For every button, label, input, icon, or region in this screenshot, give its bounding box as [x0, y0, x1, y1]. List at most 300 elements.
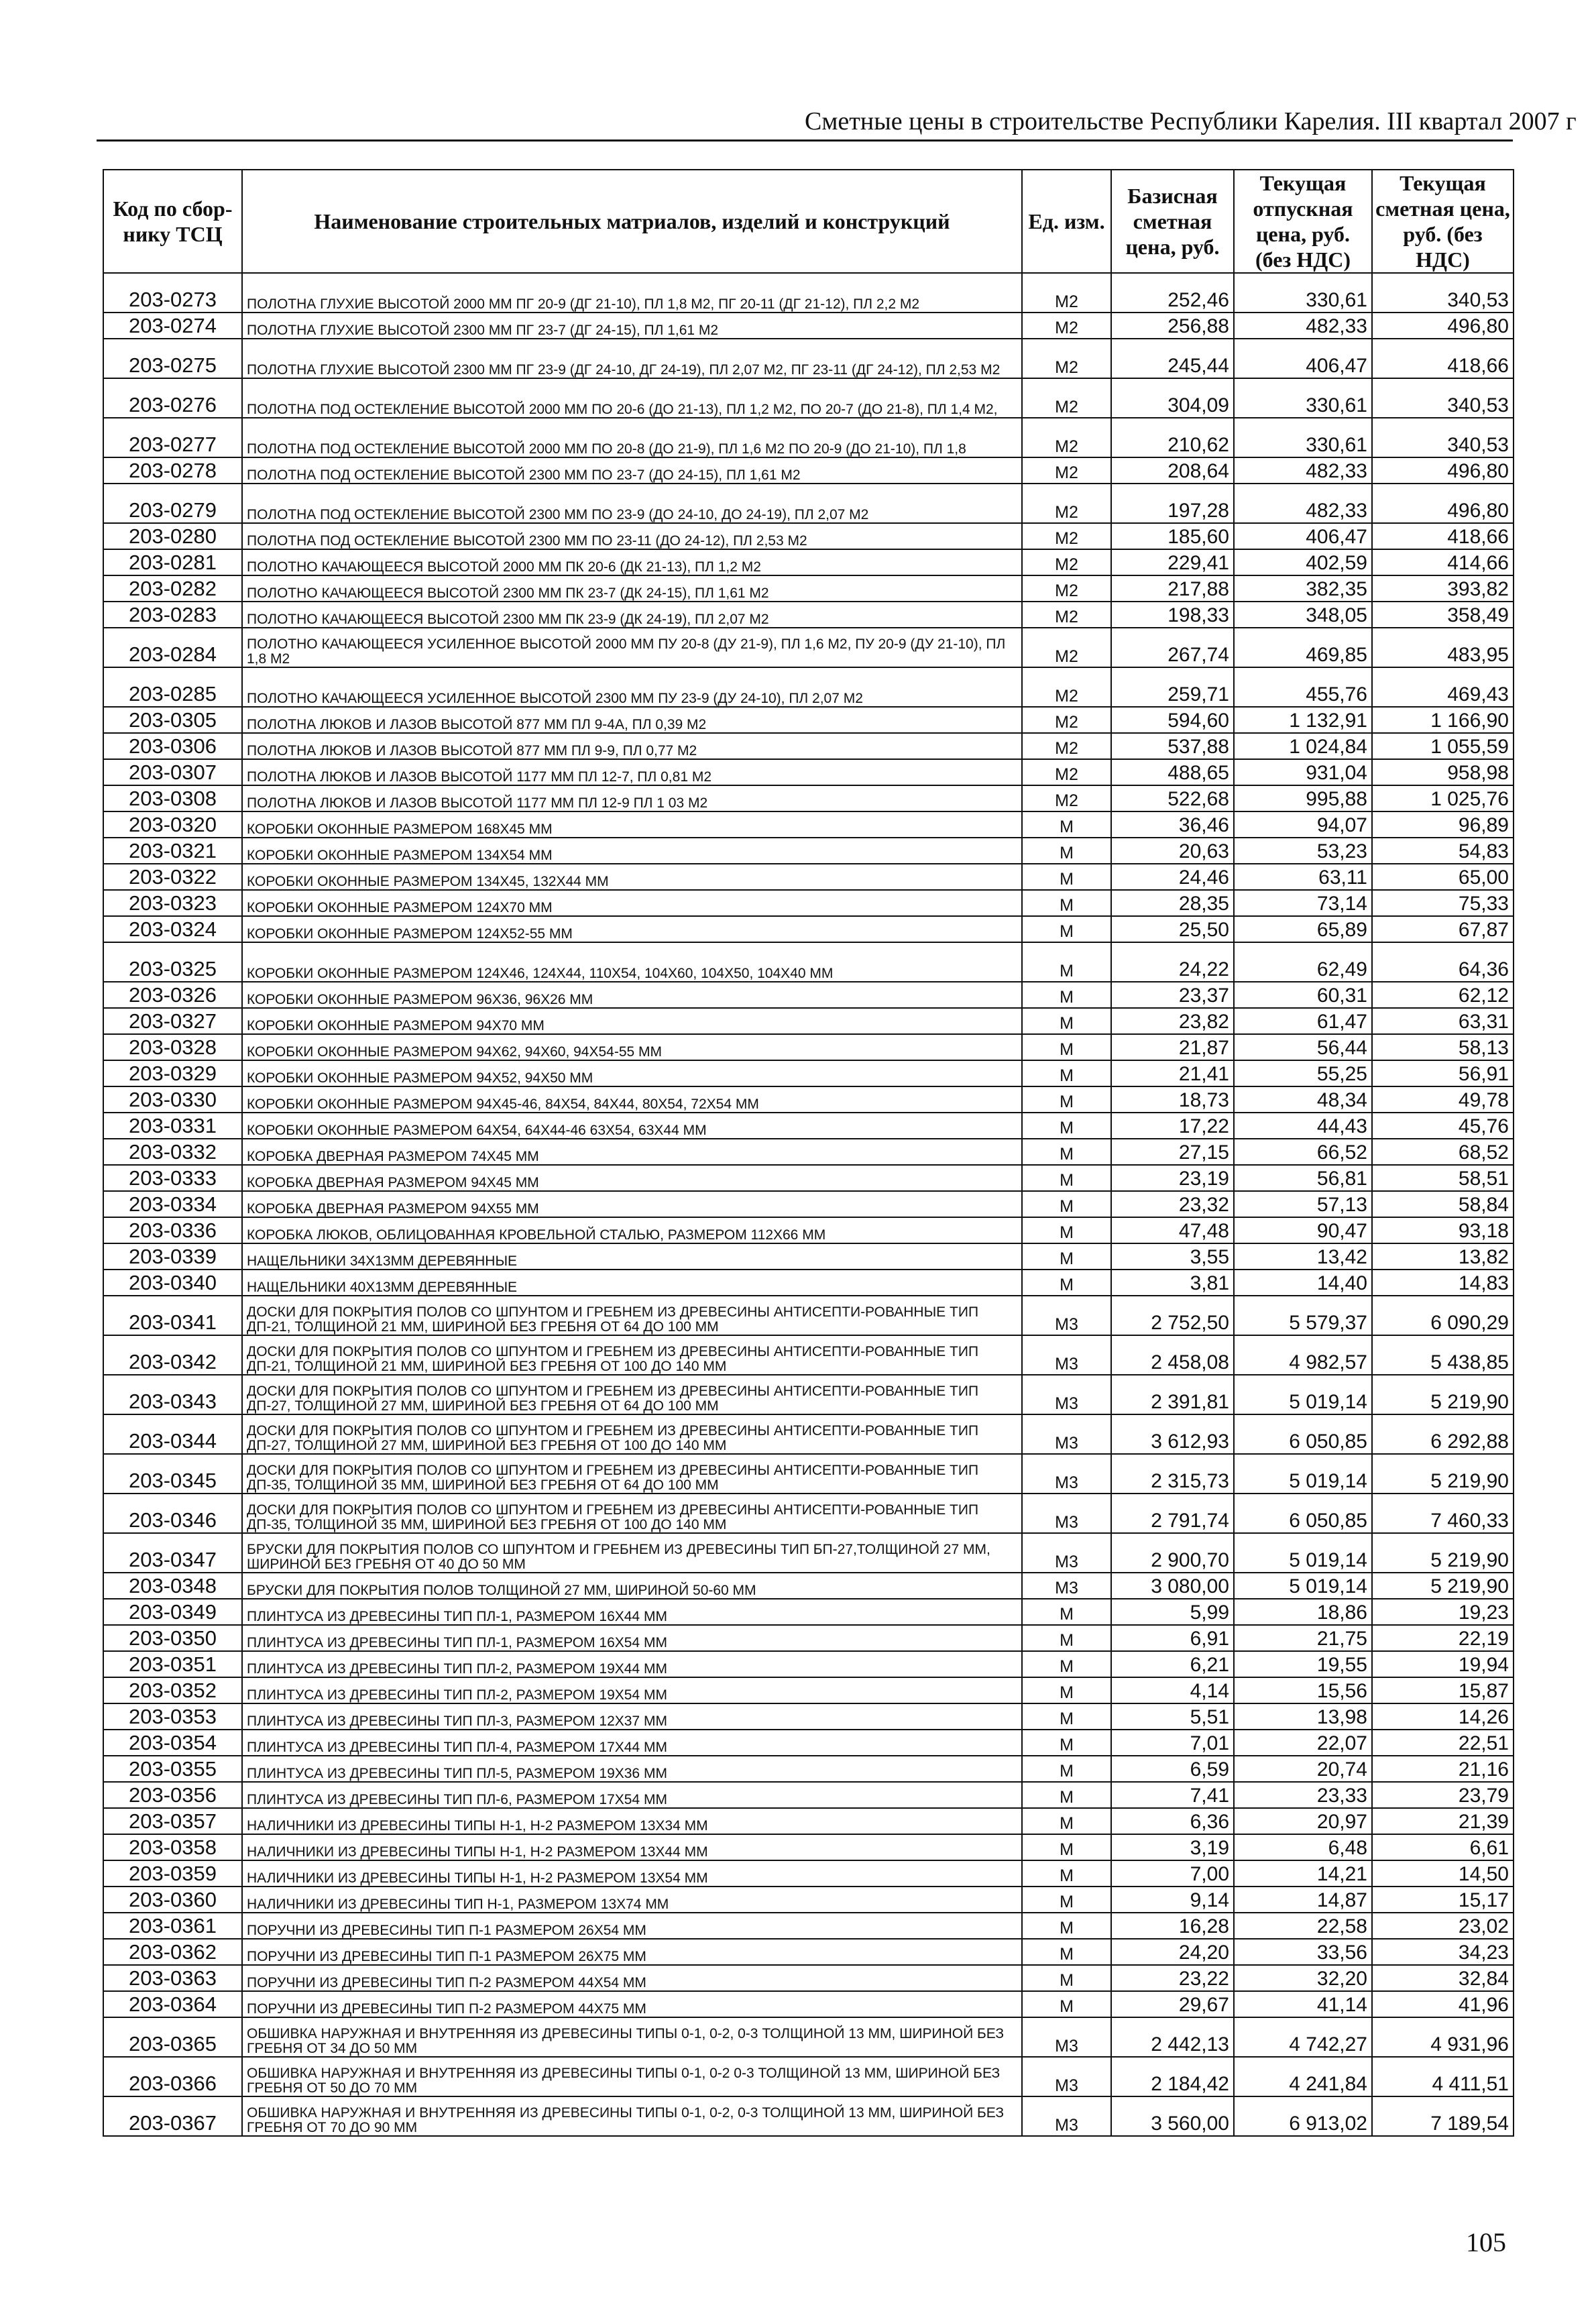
row-unit: М — [1022, 1808, 1111, 1834]
row-name: КОРОБКИ ОКОННЫЕ РАЗМЕРОМ 96Х36, 96Х26 ММ — [242, 982, 1022, 1008]
table-body — [103, 273, 1514, 2136]
row-estimate-price: 5 219,90 — [1372, 1573, 1514, 1599]
row-unit: М2 — [1022, 418, 1111, 457]
row-code: 203-0356 — [103, 1782, 242, 1808]
row-unit: М — [1022, 1730, 1111, 1756]
row-base-price: 488,65 — [1111, 759, 1234, 785]
row-code: 203-0360 — [103, 1887, 242, 1913]
row-base-price: 2 900,70 — [1111, 1533, 1234, 1573]
row-code: 203-0344 — [103, 1414, 242, 1454]
row-code: 203-0364 — [103, 1991, 242, 2017]
row-unit: М — [1022, 1860, 1111, 1887]
row-base-price: 7,00 — [1111, 1860, 1234, 1887]
row-code: 203-0326 — [103, 982, 242, 1008]
row-code: 203-0322 — [103, 864, 242, 890]
row-retail-price: 57,13 — [1234, 1191, 1372, 1217]
row-estimate-price: 58,51 — [1372, 1165, 1514, 1191]
row-unit: М3 — [1022, 2057, 1111, 2096]
row-code: 203-0324 — [103, 916, 242, 942]
row-estimate-price: 5 219,90 — [1372, 1533, 1514, 1573]
row-retail-price: 348,05 — [1234, 602, 1372, 628]
row-retail-price: 1 132,91 — [1234, 707, 1372, 733]
row-retail-price: 1 024,84 — [1234, 733, 1372, 759]
row-name: ПОЛОТНА ПОД ОСТЕКЛЕНИЕ ВЫСОТОЙ 2000 ММ ПО 20-6 (ДО 21-13), ПЛ 1,2 М2, ПО 20-7 (ДО 21-8), ПЛ 1,4 М2, — [242, 378, 1022, 418]
row-estimate-price: 496,80 — [1372, 313, 1514, 339]
row-retail-price: 66,52 — [1234, 1139, 1372, 1165]
row-name: ДОСКИ ДЛЯ ПОКРЫТИЯ ПОЛОВ СО ШПУНТОМ И ГРЕБНЕМ ИЗ ДРЕВЕСИНЫ АНТИСЕПТИ-РОВАННЫЕ ТИП ДП-35, ТОЛЩИНОЙ 35 ММ, ШИРИНОЙ БЕЗ ГРЕБНЯ ОТ 64 ДО 100 ММ — [242, 1454, 1022, 1494]
row-unit: М — [1022, 1965, 1111, 1991]
row-retail-price: 5 019,14 — [1234, 1454, 1372, 1494]
table-row — [103, 523, 1514, 549]
row-base-price: 3,19 — [1111, 1834, 1234, 1860]
row-base-price: 252,46 — [1111, 273, 1234, 313]
row-base-price: 6,91 — [1111, 1625, 1234, 1651]
table-row — [103, 628, 1514, 667]
row-name: ПОЛОТНО КАЧАЮЩЕЕСЯ ВЫСОТОЙ 2000 ММ ПК 20-6 (ДК 21-13), ПЛ 1,2 М2 — [242, 549, 1022, 575]
row-unit: М2 — [1022, 273, 1111, 313]
table-row — [103, 1034, 1514, 1060]
table-row — [103, 1991, 1514, 2017]
row-retail-price: 23,33 — [1234, 1782, 1372, 1808]
row-code: 203-0353 — [103, 1703, 242, 1730]
row-unit: М — [1022, 890, 1111, 916]
row-code: 203-0358 — [103, 1834, 242, 1860]
row-name: КОРОБКИ ОКОННЫЕ РАЗМЕРОМ 64Х54, 64Х44-46 63Х54, 63Х44 ММ — [242, 1113, 1022, 1139]
row-unit: М3 — [1022, 2017, 1111, 2057]
row-name: КОРОБКИ ОКОННЫЕ РАЗМЕРОМ 124Х70 ММ — [242, 890, 1022, 916]
row-base-price: 24,46 — [1111, 864, 1234, 890]
row-name: НАЩЕЛЬНИКИ 34Х13ММ ДЕРЕВЯННЫЕ — [242, 1243, 1022, 1270]
row-unit: М2 — [1022, 628, 1111, 667]
row-retail-price: 469,85 — [1234, 628, 1372, 667]
row-base-price: 259,71 — [1111, 667, 1234, 707]
row-name: КОРОБКА ЛЮКОВ, ОБЛИЦОВАННАЯ КРОВЕЛЬНОЙ СТАЛЬЮ, РАЗМЕРОМ 112Х66 ММ — [242, 1217, 1022, 1243]
row-code: 203-0278 — [103, 457, 242, 484]
row-unit: М2 — [1022, 339, 1111, 378]
table-row — [103, 1939, 1514, 1965]
row-retail-price: 55,25 — [1234, 1060, 1372, 1086]
table-row — [103, 1965, 1514, 1991]
table-row — [103, 1730, 1514, 1756]
row-name: КОРОБКА ДВЕРНАЯ РАЗМЕРОМ 94Х45 ММ — [242, 1165, 1022, 1191]
row-retail-price: 931,04 — [1234, 759, 1372, 785]
row-base-price: 23,32 — [1111, 1191, 1234, 1217]
row-code: 203-0273 — [103, 273, 242, 313]
column-header-retail-price: Текущая отпускная цена, руб. (без НДС) — [1234, 170, 1372, 273]
row-estimate-price: 15,17 — [1372, 1887, 1514, 1913]
row-retail-price: 382,35 — [1234, 575, 1372, 602]
row-estimate-price: 358,49 — [1372, 602, 1514, 628]
row-base-price: 7,41 — [1111, 1782, 1234, 1808]
row-code: 203-0347 — [103, 1533, 242, 1573]
row-code: 203-0308 — [103, 785, 242, 811]
row-base-price: 20,63 — [1111, 838, 1234, 864]
row-base-price: 47,48 — [1111, 1217, 1234, 1243]
table-row — [103, 418, 1514, 457]
row-retail-price: 5 019,14 — [1234, 1533, 1372, 1573]
row-name: ПЛИНТУСА ИЗ ДРЕВЕСИНЫ ТИП ПЛ-2, РАЗМЕРОМ 19Х54 ММ — [242, 1677, 1022, 1703]
row-unit: М — [1022, 864, 1111, 890]
row-code: 203-0321 — [103, 838, 242, 864]
row-name: ПОЛОТНА ГЛУХИЕ ВЫСОТОЙ 2300 ММ ПГ 23-7 (ДГ 24-15), ПЛ 1,61 М2 — [242, 313, 1022, 339]
column-header-code: Код по сбор-нику ТСЦ — [103, 170, 242, 273]
row-retail-price: 6,48 — [1234, 1834, 1372, 1860]
table-row — [103, 2017, 1514, 2057]
table-row — [103, 2096, 1514, 2136]
row-retail-price: 62,49 — [1234, 942, 1372, 982]
row-retail-price: 6 050,85 — [1234, 1414, 1372, 1454]
row-estimate-price: 19,23 — [1372, 1599, 1514, 1625]
row-code: 203-0320 — [103, 811, 242, 838]
row-retail-price: 5 579,37 — [1234, 1296, 1372, 1335]
row-unit: М — [1022, 1243, 1111, 1270]
table-row — [103, 1756, 1514, 1782]
row-name: ПОЛОТНА ЛЮКОВ И ЛАЗОВ ВЫСОТОЙ 1177 ММ ПЛ 12-7, ПЛ 0,81 М2 — [242, 759, 1022, 785]
row-estimate-price: 1 055,59 — [1372, 733, 1514, 759]
row-estimate-price: 58,84 — [1372, 1191, 1514, 1217]
row-unit: М2 — [1022, 549, 1111, 575]
table-row — [103, 1008, 1514, 1034]
row-estimate-price: 34,23 — [1372, 1939, 1514, 1965]
row-unit: М — [1022, 1625, 1111, 1651]
row-base-price: 256,88 — [1111, 313, 1234, 339]
table-row — [103, 1677, 1514, 1703]
table-row — [103, 982, 1514, 1008]
row-retail-price: 19,55 — [1234, 1651, 1372, 1677]
row-retail-price: 53,23 — [1234, 838, 1372, 864]
row-code: 203-0340 — [103, 1270, 242, 1296]
row-estimate-price: 58,13 — [1372, 1034, 1514, 1060]
row-unit: М2 — [1022, 707, 1111, 733]
row-name: НАЛИЧНИКИ ИЗ ДРЕВЕСИНЫ ТИПЫ Н-1, Н-2 РАЗМЕРОМ 13Х44 ММ — [242, 1834, 1022, 1860]
row-estimate-price: 14,50 — [1372, 1860, 1514, 1887]
table-row — [103, 1375, 1514, 1414]
row-code: 203-0277 — [103, 418, 242, 457]
row-retail-price: 18,86 — [1234, 1599, 1372, 1625]
row-code: 203-0365 — [103, 2017, 242, 2057]
row-unit: М3 — [1022, 1335, 1111, 1375]
row-estimate-price: 1 025,76 — [1372, 785, 1514, 811]
row-unit: М2 — [1022, 785, 1111, 811]
row-unit: М — [1022, 1599, 1111, 1625]
row-unit: М — [1022, 982, 1111, 1008]
row-base-price: 23,37 — [1111, 982, 1234, 1008]
row-retail-price: 406,47 — [1234, 339, 1372, 378]
row-unit: М — [1022, 838, 1111, 864]
row-base-price: 6,59 — [1111, 1756, 1234, 1782]
row-retail-price: 14,21 — [1234, 1860, 1372, 1887]
table-row — [103, 1808, 1514, 1834]
row-name: ДОСКИ ДЛЯ ПОКРЫТИЯ ПОЛОВ СО ШПУНТОМ И ГРЕБНЕМ ИЗ ДРЕВЕСИНЫ АНТИСЕПТИ-РОВАННЫЕ ТИП ДП-21, ТОЛЩИНОЙ 21 ММ, ШИРИНОЙ БЕЗ ГРЕБНЯ ОТ 100 ДО 140 ММ — [242, 1335, 1022, 1375]
row-retail-price: 65,89 — [1234, 916, 1372, 942]
row-name: КОРОБКИ ОКОННЫЕ РАЗМЕРОМ 124Х52-55 ММ — [242, 916, 1022, 942]
row-code: 203-0342 — [103, 1335, 242, 1375]
row-estimate-price: 469,43 — [1372, 667, 1514, 707]
row-unit: М — [1022, 1165, 1111, 1191]
row-code: 203-0346 — [103, 1494, 242, 1533]
row-base-price: 23,22 — [1111, 1965, 1234, 1991]
row-code: 203-0348 — [103, 1573, 242, 1599]
row-name: НАЛИЧНИКИ ИЗ ДРЕВЕСИНЫ ТИПЫ Н-1, Н-2 РАЗМЕРОМ 13Х54 ММ — [242, 1860, 1022, 1887]
row-code: 203-0332 — [103, 1139, 242, 1165]
row-base-price: 2 184,42 — [1111, 2057, 1234, 2096]
row-base-price: 29,67 — [1111, 1991, 1234, 2017]
row-code: 203-0357 — [103, 1808, 242, 1834]
row-estimate-price: 7 460,33 — [1372, 1494, 1514, 1533]
row-estimate-price: 62,12 — [1372, 982, 1514, 1008]
table-row — [103, 1113, 1514, 1139]
row-estimate-price: 1 166,90 — [1372, 707, 1514, 733]
table-row — [103, 1887, 1514, 1913]
table-row — [103, 1191, 1514, 1217]
row-retail-price: 995,88 — [1234, 785, 1372, 811]
table-row — [103, 1834, 1514, 1860]
row-unit: М — [1022, 1834, 1111, 1860]
row-retail-price: 5 019,14 — [1234, 1573, 1372, 1599]
row-base-price: 17,22 — [1111, 1113, 1234, 1139]
row-name: ПОЛОТНО КАЧАЮЩЕЕСЯ ВЫСОТОЙ 2300 ММ ПК 23-7 (ДК 24-15), ПЛ 1,61 М2 — [242, 575, 1022, 602]
row-code: 203-0285 — [103, 667, 242, 707]
row-code: 203-0330 — [103, 1086, 242, 1113]
row-estimate-price: 23,79 — [1372, 1782, 1514, 1808]
row-name: ОБШИВКА НАРУЖНАЯ И ВНУТРЕННЯЯ ИЗ ДРЕВЕСИНЫ ТИПЫ 0-1, 0-2, 0-3 ТОЛЩИНОЙ 13 ММ, ШИРИНОЙ БЕЗ ГРЕБНЯ ОТ 70 ДО 90 ММ — [242, 2096, 1022, 2136]
row-base-price: 210,62 — [1111, 418, 1234, 457]
row-name: ПОЛОТНА ПОД ОСТЕКЛЕНИЕ ВЫСОТОЙ 2300 ММ ПО 23-11 (ДО 24-12), ПЛ 2,53 М2 — [242, 523, 1022, 549]
header-divider — [97, 139, 1513, 142]
row-code: 203-0355 — [103, 1756, 242, 1782]
table-row — [103, 1139, 1514, 1165]
row-base-price: 198,33 — [1111, 602, 1234, 628]
row-code: 203-0352 — [103, 1677, 242, 1703]
row-retail-price: 482,33 — [1234, 313, 1372, 339]
row-estimate-price: 75,33 — [1372, 890, 1514, 916]
row-base-price: 197,28 — [1111, 484, 1234, 523]
table-row — [103, 1243, 1514, 1270]
table-row — [103, 1270, 1514, 1296]
row-base-price: 6,21 — [1111, 1651, 1234, 1677]
table-row — [103, 1913, 1514, 1939]
row-estimate-price: 393,82 — [1372, 575, 1514, 602]
row-base-price: 16,28 — [1111, 1913, 1234, 1939]
row-retail-price: 73,14 — [1234, 890, 1372, 916]
row-retail-price: 4 742,27 — [1234, 2017, 1372, 2057]
table-row — [103, 273, 1514, 313]
row-name: ДОСКИ ДЛЯ ПОКРЫТИЯ ПОЛОВ СО ШПУНТОМ И ГРЕБНЕМ ИЗ ДРЕВЕСИНЫ АНТИСЕПТИ-РОВАННЫЕ ТИП ДП-21, ТОЛЩИНОЙ 21 ММ, ШИРИНОЙ БЕЗ ГРЕБНЯ ОТ 64 ДО 100 ММ — [242, 1296, 1022, 1335]
row-name: ПОЛОТНО КАЧАЮЩЕЕСЯ ВЫСОТОЙ 2300 ММ ПК 23-9 (ДК 24-19), ПЛ 2,07 М2 — [242, 602, 1022, 628]
row-retail-price: 330,61 — [1234, 418, 1372, 457]
row-base-price: 2 752,50 — [1111, 1296, 1234, 1335]
row-retail-price: 20,74 — [1234, 1756, 1372, 1782]
row-name: НАЛИЧНИКИ ИЗ ДРЕВЕСИНЫ ТИП Н-1, РАЗМЕРОМ 13Х74 ММ — [242, 1887, 1022, 1913]
row-unit: М3 — [1022, 1573, 1111, 1599]
row-estimate-price: 4 411,51 — [1372, 2057, 1514, 2096]
row-code: 203-0350 — [103, 1625, 242, 1651]
row-code: 203-0331 — [103, 1113, 242, 1139]
row-retail-price: 56,44 — [1234, 1034, 1372, 1060]
row-retail-price: 22,58 — [1234, 1913, 1372, 1939]
row-base-price: 4,14 — [1111, 1677, 1234, 1703]
row-estimate-price: 5 219,90 — [1372, 1454, 1514, 1494]
table-row — [103, 1414, 1514, 1454]
row-code: 203-0282 — [103, 575, 242, 602]
row-retail-price: 21,75 — [1234, 1625, 1372, 1651]
row-name: ПЛИНТУСА ИЗ ДРЕВЕСИНЫ ТИП ПЛ-1, РАЗМЕРОМ 16Х44 ММ — [242, 1599, 1022, 1625]
row-code: 203-0279 — [103, 484, 242, 523]
page-number: 105 — [1466, 2227, 1506, 2257]
row-unit: М — [1022, 942, 1111, 982]
row-name: БРУСКИ ДЛЯ ПОКРЫТИЯ ПОЛОВ ТОЛЩИНОЙ 27 ММ, ШИРИНОЙ 50-60 ММ — [242, 1573, 1022, 1599]
row-base-price: 245,44 — [1111, 339, 1234, 378]
row-unit: М — [1022, 1113, 1111, 1139]
row-name: ПОРУЧНИ ИЗ ДРЕВЕСИНЫ ТИП П-1 РАЗМЕРОМ 26Х75 ММ — [242, 1939, 1022, 1965]
row-base-price: 21,41 — [1111, 1060, 1234, 1086]
row-estimate-price: 14,83 — [1372, 1270, 1514, 1296]
row-unit: М2 — [1022, 575, 1111, 602]
row-name: ПОЛОТНА ГЛУХИЕ ВЫСОТОЙ 2000 ММ ПГ 20-9 (ДГ 21-10), ПЛ 1,8 М2, ПГ 20-11 (ДГ 21-12), ПЛ 2,2 М2 — [242, 273, 1022, 313]
row-estimate-price: 68,52 — [1372, 1139, 1514, 1165]
row-estimate-price: 414,66 — [1372, 549, 1514, 575]
row-unit: М2 — [1022, 759, 1111, 785]
table-row — [103, 549, 1514, 575]
row-estimate-price: 4 931,96 — [1372, 2017, 1514, 2057]
row-estimate-price: 7 189,54 — [1372, 2096, 1514, 2136]
table-row — [103, 1782, 1514, 1808]
row-base-price: 185,60 — [1111, 523, 1234, 549]
row-estimate-price: 418,66 — [1372, 523, 1514, 549]
row-unit: М — [1022, 1677, 1111, 1703]
row-code: 203-0283 — [103, 602, 242, 628]
row-unit: М — [1022, 916, 1111, 942]
table-row — [103, 2057, 1514, 2096]
table-header-row — [103, 170, 1514, 273]
row-name: НАЛИЧНИКИ ИЗ ДРЕВЕСИНЫ ТИПЫ Н-1, Н-2 РАЗМЕРОМ 13Х34 ММ — [242, 1808, 1022, 1834]
row-retail-price: 48,34 — [1234, 1086, 1372, 1113]
row-estimate-price: 19,94 — [1372, 1651, 1514, 1677]
row-code: 203-0325 — [103, 942, 242, 982]
row-estimate-price: 5 219,90 — [1372, 1375, 1514, 1414]
row-estimate-price: 21,39 — [1372, 1808, 1514, 1834]
row-code: 203-0333 — [103, 1165, 242, 1191]
row-name: БРУСКИ ДЛЯ ПОКРЫТИЯ ПОЛОВ СО ШПУНТОМ И ГРЕБНЕМ ИЗ ДРЕВЕСИНЫ ТИП БП-27,ТОЛЩИНОЙ 27 ММ, ШИРИНОЙ БЕЗ ГРЕБНЯ ОТ 40 ДО 50 ММ — [242, 1533, 1022, 1573]
row-code: 203-0306 — [103, 733, 242, 759]
row-estimate-price: 32,84 — [1372, 1965, 1514, 1991]
row-name: КОРОБКИ ОКОННЫЕ РАЗМЕРОМ 168Х45 ММ — [242, 811, 1022, 838]
row-code: 203-0362 — [103, 1939, 242, 1965]
table-row — [103, 1086, 1514, 1113]
row-code: 203-0366 — [103, 2057, 242, 2096]
row-unit: М2 — [1022, 602, 1111, 628]
page-header-title: Сметные цены в строительстве Республики Карелия. III квартал 2007 г — [805, 107, 1577, 135]
row-unit: М3 — [1022, 1494, 1111, 1533]
row-estimate-price: 64,36 — [1372, 942, 1514, 982]
row-name: ПОЛОТНА ЛЮКОВ И ЛАЗОВ ВЫСОТОЙ 877 ММ ПЛ 9-4А, ПЛ 0,39 М2 — [242, 707, 1022, 733]
row-code: 203-0280 — [103, 523, 242, 549]
row-unit: М — [1022, 1703, 1111, 1730]
row-unit: М — [1022, 811, 1111, 838]
row-unit: М2 — [1022, 733, 1111, 759]
row-name: КОРОБКА ДВЕРНАЯ РАЗМЕРОМ 94Х55 ММ — [242, 1191, 1022, 1217]
row-name: ПОЛОТНО КАЧАЮЩЕЕСЯ УСИЛЕННОЕ ВЫСОТОЙ 2000 ММ ПУ 20-8 (ДУ 21-9), ПЛ 1,6 М2, ПУ 20-9 (ДУ 21-10), ПЛ 1,8 М2 — [242, 628, 1022, 667]
row-estimate-price: 22,19 — [1372, 1625, 1514, 1651]
table-row — [103, 733, 1514, 759]
row-retail-price: 63,11 — [1234, 864, 1372, 890]
row-retail-price: 33,56 — [1234, 1939, 1372, 1965]
row-code: 203-0276 — [103, 378, 242, 418]
row-name: ПОРУЧНИ ИЗ ДРЕВЕСИНЫ ТИП П-2 РАЗМЕРОМ 44Х75 ММ — [242, 1991, 1022, 2017]
row-estimate-price: 418,66 — [1372, 339, 1514, 378]
row-estimate-price: 340,53 — [1372, 418, 1514, 457]
column-header-estimate-price: Текущая сметная цена, руб. (без НДС) — [1372, 170, 1514, 273]
row-unit: М3 — [1022, 1375, 1111, 1414]
row-unit: М3 — [1022, 1296, 1111, 1335]
row-unit: М — [1022, 1139, 1111, 1165]
row-code: 203-0351 — [103, 1651, 242, 1677]
row-unit: М2 — [1022, 523, 1111, 549]
row-unit: М2 — [1022, 313, 1111, 339]
row-retail-price: 13,42 — [1234, 1243, 1372, 1270]
table-row — [103, 707, 1514, 733]
row-estimate-price: 496,80 — [1372, 457, 1514, 484]
row-estimate-price: 54,83 — [1372, 838, 1514, 864]
row-base-price: 2 391,81 — [1111, 1375, 1234, 1414]
row-base-price: 24,22 — [1111, 942, 1234, 982]
row-unit: М — [1022, 1887, 1111, 1913]
row-code: 203-0307 — [103, 759, 242, 785]
row-base-price: 2 315,73 — [1111, 1454, 1234, 1494]
row-unit: М3 — [1022, 1454, 1111, 1494]
row-base-price: 594,60 — [1111, 707, 1234, 733]
row-unit: М — [1022, 1782, 1111, 1808]
row-base-price: 3,81 — [1111, 1270, 1234, 1296]
table-row — [103, 602, 1514, 628]
row-code: 203-0274 — [103, 313, 242, 339]
column-header-unit: Ед. изм. — [1022, 170, 1111, 273]
row-name: КОРОБКИ ОКОННЫЕ РАЗМЕРОМ 124Х46, 124Х44, 110Х54, 104Х60, 104Х50, 104Х40 ММ — [242, 942, 1022, 982]
row-code: 203-0281 — [103, 549, 242, 575]
row-name: ПОЛОТНА ПОД ОСТЕКЛЕНИЕ ВЫСОТОЙ 2300 ММ ПО 23-9 (ДО 24-10, ДО 24-19), ПЛ 2,07 М2 — [242, 484, 1022, 523]
table-row — [103, 1060, 1514, 1086]
row-name: ПОЛОТНА ПОД ОСТЕКЛЕНИЕ ВЫСОТОЙ 2300 ММ ПО 23-7 (ДО 24-15), ПЛ 1,61 М2 — [242, 457, 1022, 484]
row-code: 203-0328 — [103, 1034, 242, 1060]
table-row — [103, 484, 1514, 523]
row-retail-price: 4 241,84 — [1234, 2057, 1372, 2096]
row-retail-price: 15,56 — [1234, 1677, 1372, 1703]
row-retail-price: 406,47 — [1234, 523, 1372, 549]
row-unit: М — [1022, 1217, 1111, 1243]
row-name: ПЛИНТУСА ИЗ ДРЕВЕСИНЫ ТИП ПЛ-4, РАЗМЕРОМ 17Х44 ММ — [242, 1730, 1022, 1756]
row-unit: М — [1022, 1991, 1111, 2017]
row-unit: М3 — [1022, 1533, 1111, 1573]
row-unit: М — [1022, 1008, 1111, 1034]
row-name: КОРОБКА ДВЕРНАЯ РАЗМЕРОМ 74Х45 ММ — [242, 1139, 1022, 1165]
row-base-price: 24,20 — [1111, 1939, 1234, 1965]
table-row — [103, 1165, 1514, 1191]
row-retail-price: 5 019,14 — [1234, 1375, 1372, 1414]
row-code: 203-0361 — [103, 1913, 242, 1939]
row-retail-price: 14,40 — [1234, 1270, 1372, 1296]
row-name: ПОЛОТНА ПОД ОСТЕКЛЕНИЕ ВЫСОТОЙ 2000 ММ ПО 20-8 (ДО 21-9), ПЛ 1,6 М2 ПО 20-9 (ДО 21-10), ПЛ 1,8 — [242, 418, 1022, 457]
row-code: 203-0323 — [103, 890, 242, 916]
table-row — [103, 1703, 1514, 1730]
table-row — [103, 1533, 1514, 1573]
row-base-price: 23,19 — [1111, 1165, 1234, 1191]
table-row — [103, 759, 1514, 785]
row-code: 203-0343 — [103, 1375, 242, 1414]
row-code: 203-0339 — [103, 1243, 242, 1270]
row-name: КОРОБКИ ОКОННЫЕ РАЗМЕРОМ 94Х52, 94Х50 ММ — [242, 1060, 1022, 1086]
row-code: 203-0349 — [103, 1599, 242, 1625]
row-estimate-price: 21,16 — [1372, 1756, 1514, 1782]
